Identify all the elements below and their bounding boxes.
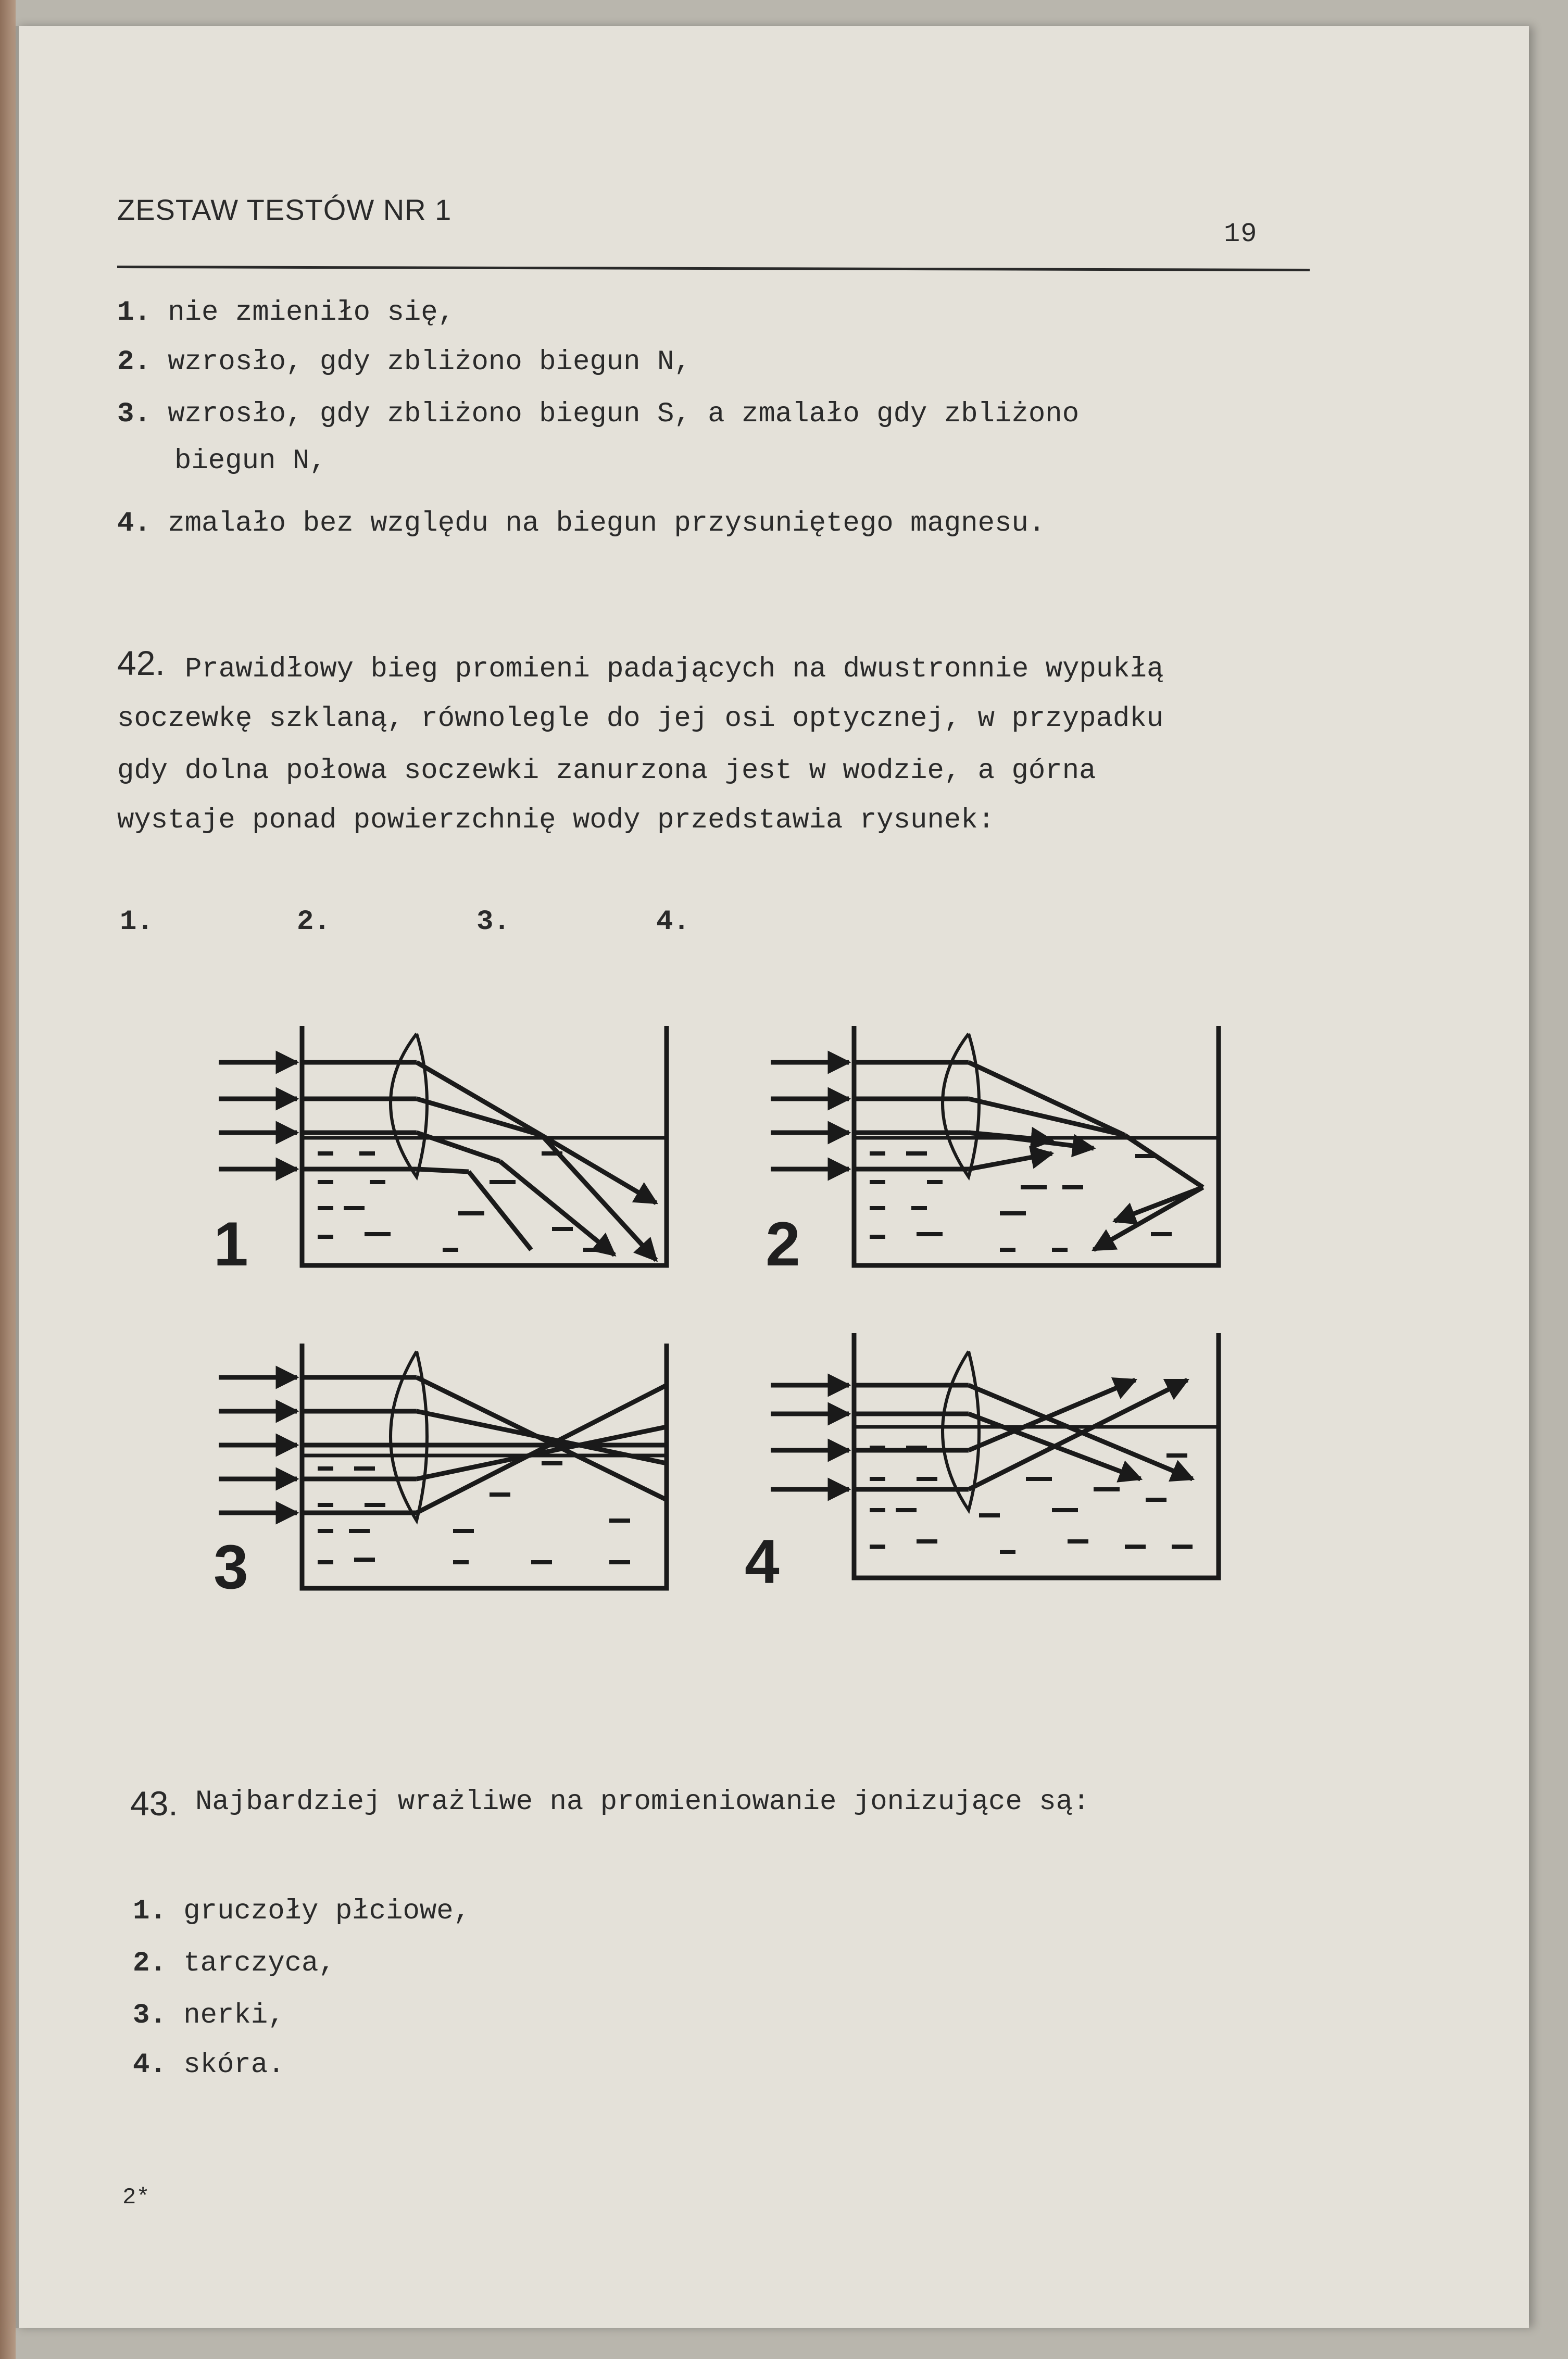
diagram-4-label: 4 <box>745 1527 780 1597</box>
answer-number: 3. <box>117 398 151 430</box>
question-43-text: Najbardziej wrażliwe na promieniowanie jonizujące są: <box>195 1786 1090 1818</box>
lens-ray-diagrams <box>208 1015 1229 1620</box>
answer-text: zmalało bez względu na biegun przysuniętego magnesu. <box>168 508 1046 539</box>
question-42-line-1: Prawidłowy bieg promieni padających na dwustronnie wypukłą <box>185 654 1164 685</box>
option-2: 2. <box>297 906 331 938</box>
prev-answer-2 <box>117 346 691 378</box>
answer-number: 4. <box>117 508 151 539</box>
answer-text: nerki, <box>183 2000 285 2031</box>
diagram-2-label: 2 <box>766 1209 800 1279</box>
answer-number: 1. <box>133 1896 167 1927</box>
diagram-1 <box>219 1026 667 1265</box>
book-spine-edge <box>0 0 16 2359</box>
answer-text: wzrosło, gdy zbliżono biegun N, <box>168 346 691 378</box>
q43-answer-2 <box>133 1948 335 1979</box>
answer-text: tarczyca, <box>183 1948 335 1979</box>
q43-answer-1 <box>133 1896 470 1927</box>
diagram-1-label: 1 <box>214 1209 248 1279</box>
question-42-number: 42. <box>117 644 165 682</box>
prev-answer-4 <box>117 508 1045 539</box>
answer-text: skóra. <box>183 2049 285 2081</box>
sheet-signature-mark: 2* <box>122 2185 150 2211</box>
page-header-title: ZESTAW TESTÓW NR 1 <box>117 193 452 226</box>
diagram-4 <box>771 1333 1219 1578</box>
answer-text: biegun N, <box>174 445 327 477</box>
diagram-2 <box>771 1026 1219 1265</box>
prev-answer-1 <box>117 297 455 329</box>
answer-number: 4. <box>133 2049 167 2081</box>
answer-text: gruczoły płciowe, <box>183 1896 471 1927</box>
diagram-3-label: 3 <box>214 1532 248 1602</box>
question-42-line-4: wystaje ponad powierzchnię wody przedstawia rysunek: <box>117 805 995 836</box>
prev-answer-3 <box>117 398 1079 430</box>
q43-answer-3 <box>133 2000 285 2031</box>
question-42-line-2: soczewkę szklaną, równolegle do jej osi optycznej, w przypadku <box>117 703 1164 735</box>
option-4: 4. <box>656 906 690 938</box>
option-1: 1. <box>120 906 154 938</box>
page-number: 19 <box>1224 219 1258 249</box>
prev-answer-3-cont <box>174 445 327 477</box>
answer-text: nie zmieniło się, <box>168 297 455 329</box>
question-42-line-3: gdy dolna połowa soczewki zanurzona jest w wodzie, a górna <box>117 755 1096 787</box>
answer-number: 2. <box>117 346 151 378</box>
option-3: 3. <box>476 906 510 938</box>
answer-number: 1. <box>117 297 151 329</box>
q43-answer-4 <box>133 2049 285 2081</box>
diagram-3 <box>219 1344 667 1588</box>
answer-number: 2. <box>133 1948 167 1979</box>
question-43-number: 43. <box>130 1784 178 1823</box>
answer-number: 3. <box>133 2000 167 2031</box>
answer-text: wzrosło, gdy zbliżono biegun S, a zmalało gdy zbliżono <box>168 398 1080 430</box>
